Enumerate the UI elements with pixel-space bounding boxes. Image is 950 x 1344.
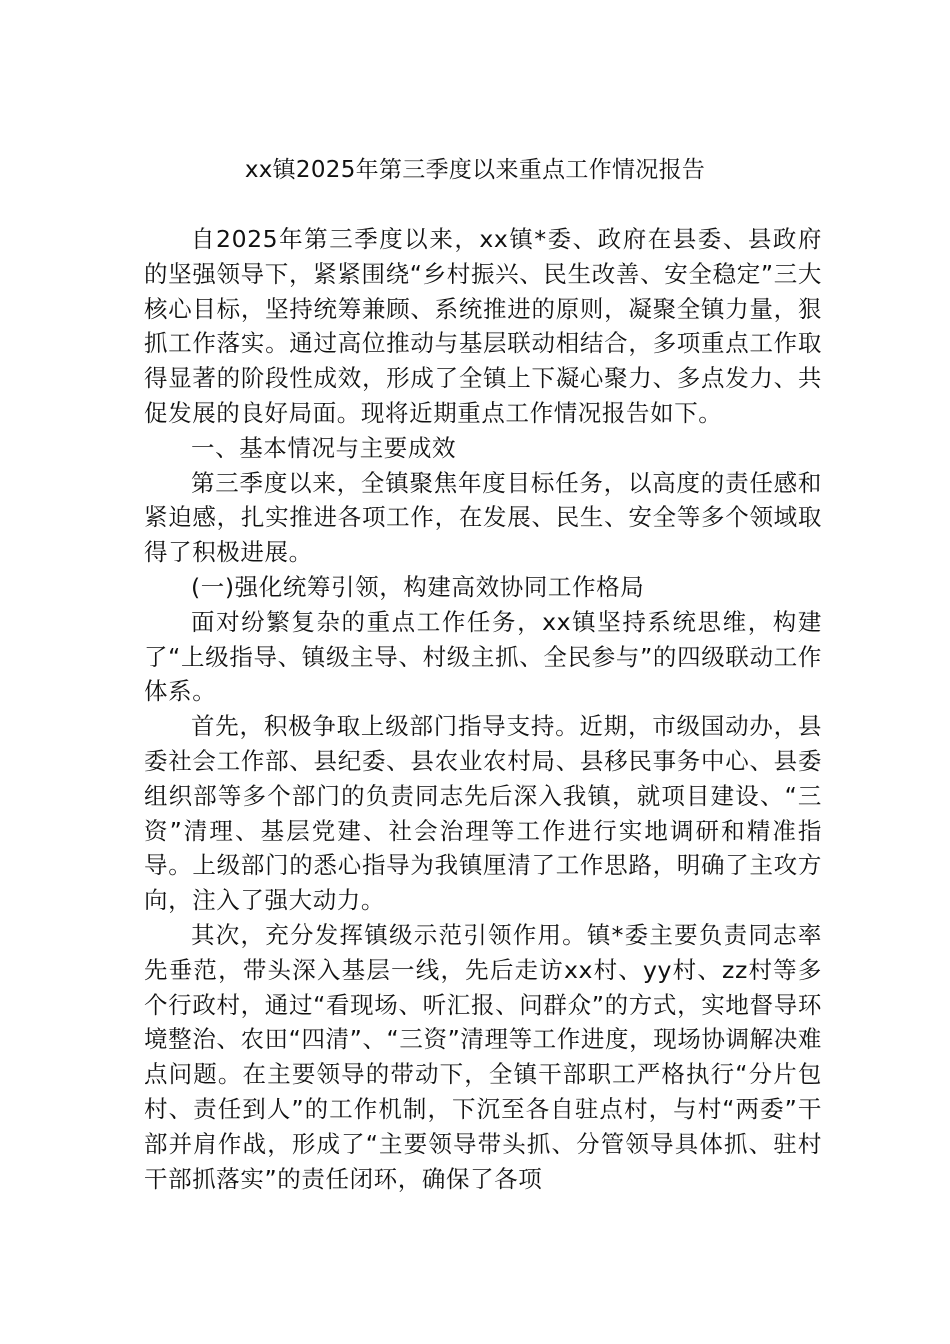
- section-1-paragraph: 第三季度以来，全镇聚焦年度目标任务，以高度的责任感和紧迫感，扎实推进各项工作，在发展、民生、安全等多个领域取得了积极进展。: [144, 468, 822, 567]
- subsection-1-paragraph-2: 首先，积极争取上级部门指导支持。近期，市级国动办，县委社会工作部、县纪委、县农业农村局、县移民事务中心、县委组织部等多个部门的负责同志先后深入我镇，就项目建设、“三资”清理、基层党建、社会治理等工作进行实地调研和精准指导。上级部门的悉心指导为我镇厘清了工作思路，明确了主攻方向，注入了强大动力。: [144, 712, 822, 915]
- section-heading-1: 一、基本情况与主要成效: [191, 433, 457, 462]
- subsection-1-paragraph-1: 面对纷繁复杂的重点工作任务，xx镇坚持系统思维，构建了“上级指导、镇级主导、村级主抓、全民参与”的四级联动工作体系。: [144, 607, 822, 706]
- subsection-heading-1: (一)强化统筹引领，构建高效协同工作格局: [191, 572, 645, 601]
- document-title: xx镇2025年第三季度以来重点工作情况报告: [244, 157, 706, 183]
- document-body: [144, 222, 822, 1196]
- subsection-1-paragraph-3: 其次，充分发挥镇级示范引领作用。镇*委主要负责同志率先垂范，带头深入基层一线，先后走访xx村、yy村、zz村等多个行政村，通过“看现场、听汇报、问群众”的方式，实地督导环境整治、农田“四清”、“三资”清理等工作进度，现场协调解决难点问题。在主要领导的带动下，全镇干部职工严格执行“分片包村、责任到人”的工作机制，下沉至各自驻点村，与村“两委”干部并肩作战，形成了“主要领导带头抓、分管领导具体抓、驻村干部抓落实”的责任闭环，确保了各项: [144, 920, 822, 1193]
- intro-paragraph: 自2025年第三季度以来，xx镇*委、政府在县委、县政府的坚强领导下，紧紧围绕“乡村振兴、民生改善、安全稳定”三大核心目标，坚持统筹兼顾、系统推进的原则，凝聚全镇力量，狠抓工作落实。通过高位推动与基层联动相结合，多项重点工作取得显著的阶段性成效，形成了全镇上下凝心聚力、多点发力、共促发展的良好局面。现将近期重点工作情况报告如下。: [144, 225, 822, 427]
